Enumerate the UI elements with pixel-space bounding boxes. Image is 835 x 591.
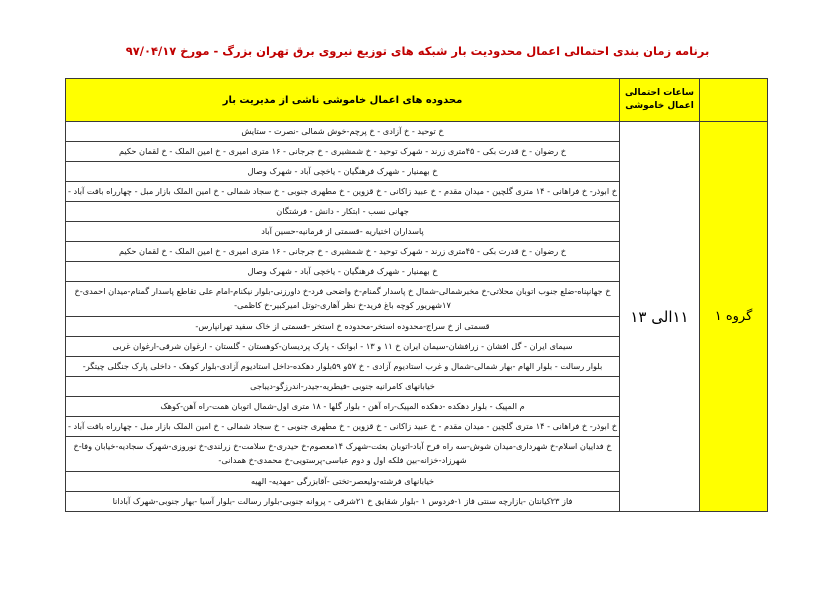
page-title: برنامه زمان بندی احتمالی اعمال محدودیت بار شبکه های توزیع نیروی برق تهران بزرگ - مورخ ۹۷/۰۴/۱۷ [125,44,710,58]
area-cell: فاز ۲۳کیانتان -بازارچه سنتی فاز ۱-فردوس ۱ -بلوار شقایق خ ۲۱شرقی - پروانه جنوبی-بلوار رسالت -بلوار آسیا -بهار جنوبی-شهرک آبادانا [66,492,620,512]
table-body [66,79,768,512]
column-header-hours: ساعات احتمالی اعمال خاموشی [620,79,700,122]
area-cell: خ ابوذر- خ فراهانی - ۱۴ متری گلچین - میدان مقدم - خ عبید زاکانی - خ قزوین - خ مطهری جنوبی - خ سجاد شمالی - خ امین الملک بازار مبل - چهارراه بافت آباد - [66,417,620,437]
area-cell: سیمای ایران - گل افشان - زرافشان-سیمان ایران خ ۱۱ و ۱۳ - ابواتک - پارک پردیسان-کوهستان - گلستان - ارغوان شرقی-ارغوان غربی [66,337,620,357]
area-cell: قسمتی از خ سراج-محدوده استخر-محدوده خ استخر -قسمتی از خاک سفید تهرانپارس- [66,317,620,337]
area-cell: خیابانهای فرشته-ولیعصر-تختی -آقابزرگی -مهدیه- الهیه [66,472,620,492]
area-cell: خ رضوان - خ قدرت بکی - ۴۵متری زرند - شهرک توحید - خ شمشیری - خ جرجانی - ۱۶ متری امیری - خ امین الملک - خ لقمان حکیم [66,142,620,162]
group-label-cell: گروه ۱ [700,122,768,512]
column-header-areas: محدوده های اعمال خاموشی ناشی از مدیریت بار [66,79,620,122]
outage-schedule-table [65,78,768,512]
area-cell: م المپیک - بلوار دهکده -دهکده المپیک-راه آهن - بلوار گلها - ۱۸ متری اول-شمال اتوبان همت-راه آهن-کوهک [66,397,620,417]
outage-schedule-table-container [66,78,768,512]
area-cell: خیابانهای کامرانیه جنوبی -فیطریه-جیدر-اندرزگو-دیباجی [66,377,620,397]
table-header-row [66,79,768,122]
area-cell: جهانی نسب - ابتکار - دانش - فرشتگان [66,202,620,222]
area-cell: خ بهمنیار - شهرک فرهنگیان - یاخچی آباد - شهرک وصال [66,162,620,182]
area-cell: پاسداران اختیاریه -قسمتی از فرمانیه-حسین آباد [66,222,620,242]
column-header-group [700,79,768,122]
area-cell: بلوار رسالت - بلوار الهام -بهار شمالی-شمال و غرب استادیوم آزادی - خ ۵۷و ۵۹بلوار دهکده-داخل استادیوم آزادی-بلوار کوهک - داخلی پارک جنگلی چیتگر- [66,357,620,377]
area-cell: خ توحید - خ آزادی - خ پرچم-خوش شمالی -نصرت - ستایش [66,122,620,142]
hours-value-cell: ۱۱الی ۱۳ [620,122,700,512]
area-cell: خ فداییان اسلام-خ شهرداری-میدان شوش-سه راه فرح آباد-اتوبان بعثت-شهرک ۱۴معصوم-خ حیدری-خ سلامت-خ زرلندی-خ نوروزی-شهرک سجادیه-خیابان وفا-خ شهرزاد-خزانه-بین فلکه اول و دوم عباسی-پرستویی-خ محمدی-خ همدانی- [66,437,620,472]
area-cell: خ رضوان - خ قدرت بکی - ۴۵متری زرند - شهرک توحید - خ شمشیری - خ جرجانی - ۱۶ متری امیری - خ امین الملک - خ لقمان حکیم [66,242,620,262]
area-cell: خ بهمنیار - شهرک فرهنگیان - یاخچی آباد - شهرک وصال [66,262,620,282]
area-cell: خ ابوذر- خ فراهانی - ۱۴ متری گلچین - میدان مقدم - خ عبید زاکانی - خ قزوین - خ مطهری جنوبی - خ سجاد شمالی - خ امین الملک بازار مبل - چهارراه بافت آباد - [66,182,620,202]
area-cell: خ جهانپناه-ضلع جنوب اتوبان محلاتی-خ مخبرشمالی-شمال خ پاسدار گمنام-خ واضحی فرد-خ داورزنی-بلوار نیکنام-امام علی تقاطع پاسدار گمنام-میدان احمدی-خ ۱۷شهریور کوچه باغ فرید-خ نظر آهاری-توتل امیرکبیر-خ کاظمی- [66,282,620,317]
table-row [66,122,768,142]
